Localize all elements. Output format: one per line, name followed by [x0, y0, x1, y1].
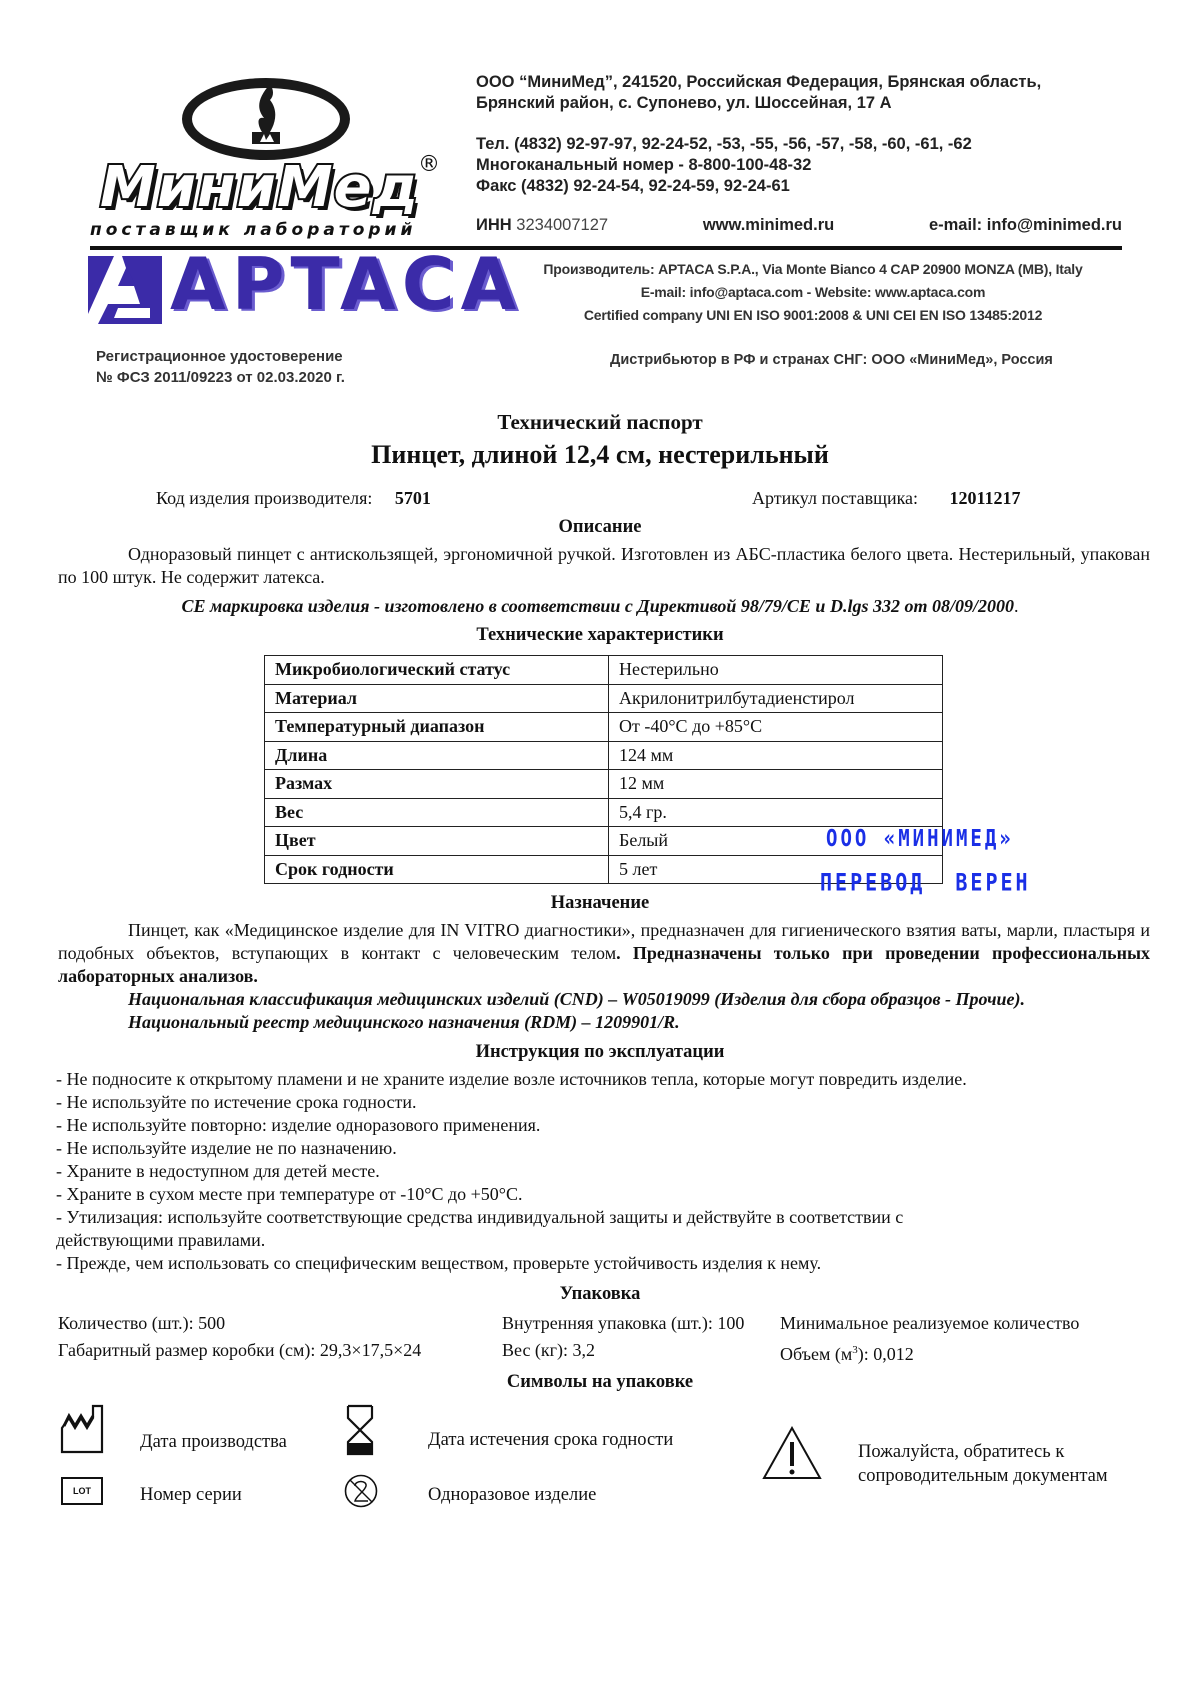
manufacture-date-label: Дата производства	[140, 1432, 287, 1452]
inn-web-email-row	[476, 216, 1122, 235]
packaging-heading: Упаковка	[559, 1284, 641, 1304]
list-item: - Не используйте изделие не по назначению.	[56, 1138, 397, 1158]
multichannel-line: Многоканальный номер - 8-800-100-48-32	[476, 156, 812, 174]
table-row: Температурный диапазон От -40°С до +85°С	[265, 713, 943, 742]
lot-number-label: Номер серии	[140, 1485, 242, 1505]
list-item: - Храните в сухом месте при температуре от -10°С до +50°С.	[56, 1184, 523, 1204]
manufacturer-code: Код изделия производителя: 5701	[156, 488, 431, 508]
table-row: Вес 5,4 гр.	[265, 798, 943, 827]
registration-certificate: Регистрационное удостоверение № ФСЗ 2011/09223 от 02.03.2020 г.	[96, 348, 345, 386]
table-row: Срок годности 5 лет	[265, 855, 943, 884]
box-volume: Объем $(м^3)$: 0,012	[780, 1344, 914, 1364]
document-title: Пинцет, длиной 12,4 см, нестерильный	[371, 440, 829, 469]
caution-icon	[762, 1426, 822, 1480]
box-weight: Вес (кг): 3,2	[502, 1340, 596, 1360]
purpose-text: Пинцет, как «Медицинское изделие для IN VITRO диагностики», предназначен для гигиенического взятия ваты, марли, пластыря и подобных объектов, вступающих в контакт с человеческим телом. Предназначены только при проведении профессиональных лабораторных анализов.	[58, 920, 1150, 986]
list-item: - Утилизация: используйте соответствующие средства индивидуальной защиты и действуйте в соответствии с действующими правилами.	[56, 1207, 904, 1250]
table-row: Длина 124 мм	[265, 741, 943, 770]
list-item: - Не используйте по истечение срока годности.	[56, 1092, 417, 1112]
minimed-logo	[90, 60, 450, 240]
list-item: - Храните в недоступном для детей месте.	[56, 1161, 380, 1181]
hourglass-icon	[346, 1404, 374, 1456]
document-type: Технический паспорт	[497, 410, 703, 434]
distributor-info: Дистрибьютор в РФ и странах СНГ: ООО «МиниМед», Россия	[610, 352, 1053, 368]
description-heading: Описание	[558, 517, 642, 537]
min-order-quantity: Минимальное реализуемое количество	[780, 1313, 1080, 1333]
artaca-brand-name: APTACA	[170, 242, 523, 326]
box-dimensions: Габаритный размер коробки (см): 29,3×17,5×24	[58, 1340, 422, 1360]
flame-icon	[248, 82, 284, 152]
inner-pack-quantity: Внутренняя упаковка (шт.): 100	[502, 1313, 745, 1333]
supplier-article-value: 12011217	[949, 488, 1021, 508]
manufacturer-certification: Certified company UNI EN ISO 9001:2008 & UNI CEI EN ISO 13485:2012	[583, 307, 1043, 323]
description-text: Одноразовый пинцет с антискользящей, эргономичной ручкой. Изготовлен из АБС-пластика белого цвета. Нестерильный, упакован по 100 штук. Не содержит латекса.	[58, 544, 1150, 587]
table-row: Материал Акрилонитрилбутадиенстирол	[265, 684, 943, 713]
address-line: Брянский район, с. Супонево, ул. Шоссейная, 17 А	[476, 94, 892, 112]
symbols-heading: Символы на упаковке	[506, 1372, 694, 1392]
artaca-logo	[88, 242, 523, 326]
address-line: ООО “МиниМед”, 241520, Российская Федерация, Брянская область,	[476, 73, 1042, 91]
cnd-classification: Национальная классификация медицинских изделий (CND) – W05019099 (Изделия для сбора образцов - Прочие).	[128, 989, 1026, 1009]
minimed-brand-name: МиниМед	[100, 155, 419, 220]
website-link[interactable]: www.minimed.ru	[702, 216, 835, 234]
single-use-icon	[344, 1474, 378, 1508]
lot-icon: LOT	[61, 1477, 103, 1505]
expiry-date-label: Дата истечения срока годности	[428, 1430, 674, 1450]
table-row: Цвет Белый	[265, 827, 943, 856]
manufacturer-code-value: 5701	[394, 488, 431, 508]
artaca-mark-icon	[88, 256, 162, 324]
specs-heading: Технические характеристики	[476, 625, 724, 645]
list-item: - Прежде, чем использовать со специфическим веществом, проверьте устойчивость изделия к нему.	[56, 1253, 822, 1273]
registered-mark: ®	[418, 152, 440, 177]
caution-label: Пожалуйста, обратитесь к сопроводительным документам	[858, 1442, 1108, 1486]
table-row: Размах 12 мм	[265, 770, 943, 799]
fax-line: Факс (4832) 92-24-54, 92-24-59, 92-24-61	[476, 177, 790, 195]
rdm-registry: Национальный реестр медицинского назначения (RDM) – 1209901/R.	[128, 1012, 680, 1032]
table-row: Микробиологический статус Нестерильно	[265, 656, 943, 685]
minimed-tagline: поставщик лабораторий	[90, 220, 417, 240]
purpose-heading: Назначение	[550, 893, 650, 913]
company-address	[476, 72, 1041, 114]
inn: ИНН 3234007127	[476, 216, 609, 234]
ce-note: CE маркировка изделия - изготовлено в соответствии с Директивой 98/79/CE и D.lgs 332 от 08/09/2000.	[181, 596, 1019, 616]
package-quantity: Количество (шт.): 500	[58, 1313, 226, 1333]
instructions-heading: Инструкция по эксплуатации	[475, 1042, 725, 1062]
supplier-article: Артикул поставщика: 12011217	[752, 488, 1021, 508]
factory-icon	[60, 1404, 104, 1454]
list-item: - Не подносите к открытому пламени и не храните изделие возле источников тепла, которые могут повредить изделие.	[56, 1069, 967, 1089]
phone-line: Тел. (4832) 92-97-97, 92-24-52, -53, -55, -56, -57, -58, -60, -61, -62	[476, 135, 972, 153]
email-link[interactable]: e-mail: info@minimed.ru	[928, 216, 1122, 234]
manufacturer-contacts: E-mail: info@aptaca.com - Website: www.aptaca.com	[640, 284, 986, 300]
company-contacts	[476, 134, 972, 197]
manufacturer-address: Производитель: APTACA S.P.A., Via Monte Bianco 4 CAP 20900 MONZA (MB), Italy	[543, 261, 1083, 277]
translation-stamp-verified: ПЕРЕВОД ВЕРЕН	[820, 867, 1031, 897]
instructions-list	[56, 1068, 1156, 1275]
single-use-label: Одноразовое изделие	[428, 1485, 597, 1505]
translation-stamp-company: ООО «МИНИМЕД»	[826, 825, 1014, 853]
manufacturer-info	[500, 258, 1126, 327]
list-item: - Не используйте повторно: изделие одноразового применения.	[56, 1115, 541, 1135]
